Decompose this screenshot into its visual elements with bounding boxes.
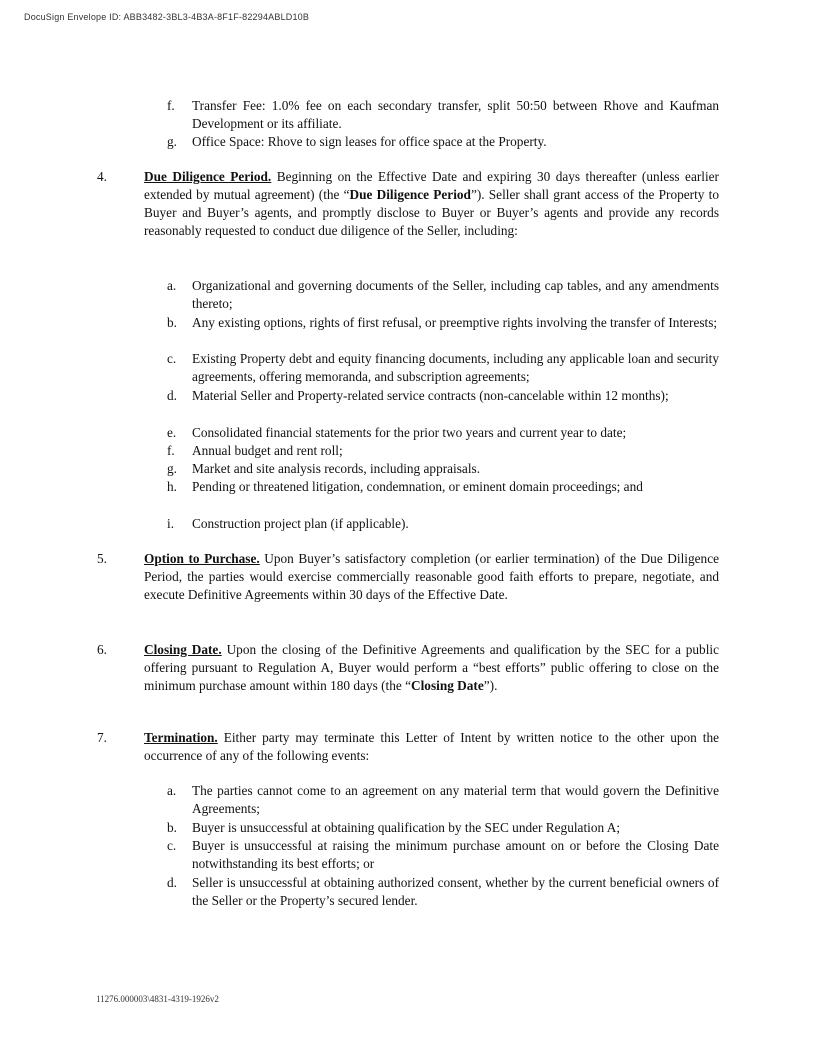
section-text: ”). — [483, 678, 498, 693]
section-due-diligence — [144, 168, 719, 240]
section-number: 4. — [97, 169, 107, 184]
item-marker: f. — [167, 443, 175, 458]
item-text: Construction project plan (if applicable). — [192, 516, 409, 531]
list-item — [167, 782, 719, 818]
item-marker: c. — [167, 838, 177, 853]
list-item — [167, 97, 719, 133]
list-item — [167, 277, 719, 313]
defined-term: Closing Date — [411, 678, 484, 693]
section-heading: Due Diligence Period. — [144, 169, 272, 184]
section-text: Upon the closing of the Definitive Agreements and qualification by the SEC for a public offering pursuant to Regulation A, Buyer would perform a “best efforts” public offering to close on the minimum purchase amount within 180 days (the “ — [144, 642, 719, 693]
item-marker: g. — [167, 134, 177, 149]
section-number: 5. — [97, 551, 107, 566]
section-closing-date — [144, 641, 719, 695]
section-text: ”). Seller shall grant access of the Property to Buyer and Buyer’s agents, and promptly disclose to Buyer or Buyer’s agents and provide any records reasonably requested to conduct due diligence of the Seller, including: — [144, 187, 719, 238]
list-item — [167, 460, 719, 478]
item-marker: d. — [167, 388, 177, 403]
list-item — [167, 442, 719, 460]
envelope-id: ABB3482-3BL3-4B3A-8F1F-82294ABLD10B — [123, 12, 310, 22]
list-item — [167, 314, 719, 332]
item-marker: a. — [167, 783, 177, 798]
section-heading: Closing Date. — [144, 642, 222, 657]
section-number: 7. — [97, 730, 107, 745]
section-heading: Option to Purchase. — [144, 551, 260, 566]
list-item — [167, 874, 719, 910]
item-text: Material Seller and Property-related service contracts (non-cancelable within 12 months); — [192, 388, 669, 403]
list-item — [167, 515, 719, 533]
list-item — [167, 387, 719, 405]
list-item — [167, 133, 719, 151]
section-heading: Termination. — [144, 730, 218, 745]
docusign-envelope-header — [24, 12, 309, 22]
item-text: The parties cannot come to an agreement on any material term that would govern the Definitive Agreements; — [192, 783, 719, 816]
item-marker: b. — [167, 820, 177, 835]
item-marker: a. — [167, 278, 177, 293]
item-text: Organizational and governing documents of the Seller, including cap tables, and any amendments thereto; — [192, 278, 719, 311]
section-option-to-purchase — [144, 550, 719, 604]
item-text: Market and site analysis records, including appraisals. — [192, 461, 481, 476]
item-marker: e. — [167, 425, 177, 440]
item-text: Existing Property debt and equity financing documents, including any applicable loan and security agreements, offering memoranda, and subscription agreements; — [192, 351, 719, 384]
list-item — [167, 424, 719, 442]
item-marker: d. — [167, 875, 177, 890]
item-text: Transfer Fee: 1.0% fee on each secondary transfer, split 50:50 between Rhove and Kaufman Development or its affiliate. — [192, 98, 719, 131]
list-item — [167, 478, 719, 496]
envelope-label: DocuSign Envelope ID: — [24, 12, 122, 22]
list-item — [167, 837, 719, 873]
section-text: Beginning on the Effective Date and expiring 30 days thereafter (unless earlier extended by mutual agreement) (the “ — [144, 169, 719, 202]
section-text: Either party may terminate this Letter of Intent by written notice to the other upon the occurrence of any of the following events: — [144, 730, 719, 763]
item-text: Seller is unsuccessful at obtaining authorized consent, whether by the current beneficial owners of the Seller or the Property’s secured lender. — [192, 875, 719, 908]
list-item — [167, 819, 719, 837]
item-text: Buyer is unsuccessful at obtaining qualification by the SEC under Regulation A; — [192, 820, 621, 835]
item-marker: b. — [167, 315, 177, 330]
document-footer-number: 11276.000003\4831-4319-1926v2 — [96, 994, 219, 1004]
item-marker: h. — [167, 479, 177, 494]
item-marker: i. — [167, 516, 175, 531]
section-termination — [144, 729, 719, 765]
item-marker: f. — [167, 98, 175, 113]
item-text: Buyer is unsuccessful at raising the minimum purchase amount on or before the Closing Date notwithstanding its best efforts; or — [192, 838, 719, 871]
item-text: Annual budget and rent roll; — [192, 443, 343, 458]
section-number: 6. — [97, 642, 107, 657]
item-text: Pending or threatened litigation, condemnation, or eminent domain proceedings; and — [192, 479, 643, 494]
item-text: Any existing options, rights of first refusal, or preemptive rights involving the transfer of Interests; — [192, 315, 718, 330]
item-text: Consolidated financial statements for the prior two years and current year to date; — [192, 425, 627, 440]
item-marker: c. — [167, 351, 177, 366]
list-item — [167, 350, 719, 386]
defined-term: Due Diligence Period — [349, 187, 471, 202]
item-marker: g. — [167, 461, 177, 476]
section-text: Upon Buyer’s satisfactory completion (or earlier termination) of the Due Diligence Period, the parties would exercise commercially reasonable good faith efforts to prepare, negotiate, and execute Definitive Agreements within 30 days of the Effective Date. — [144, 551, 719, 602]
item-text: Office Space: Rhove to sign leases for office space at the Property. — [192, 134, 547, 149]
